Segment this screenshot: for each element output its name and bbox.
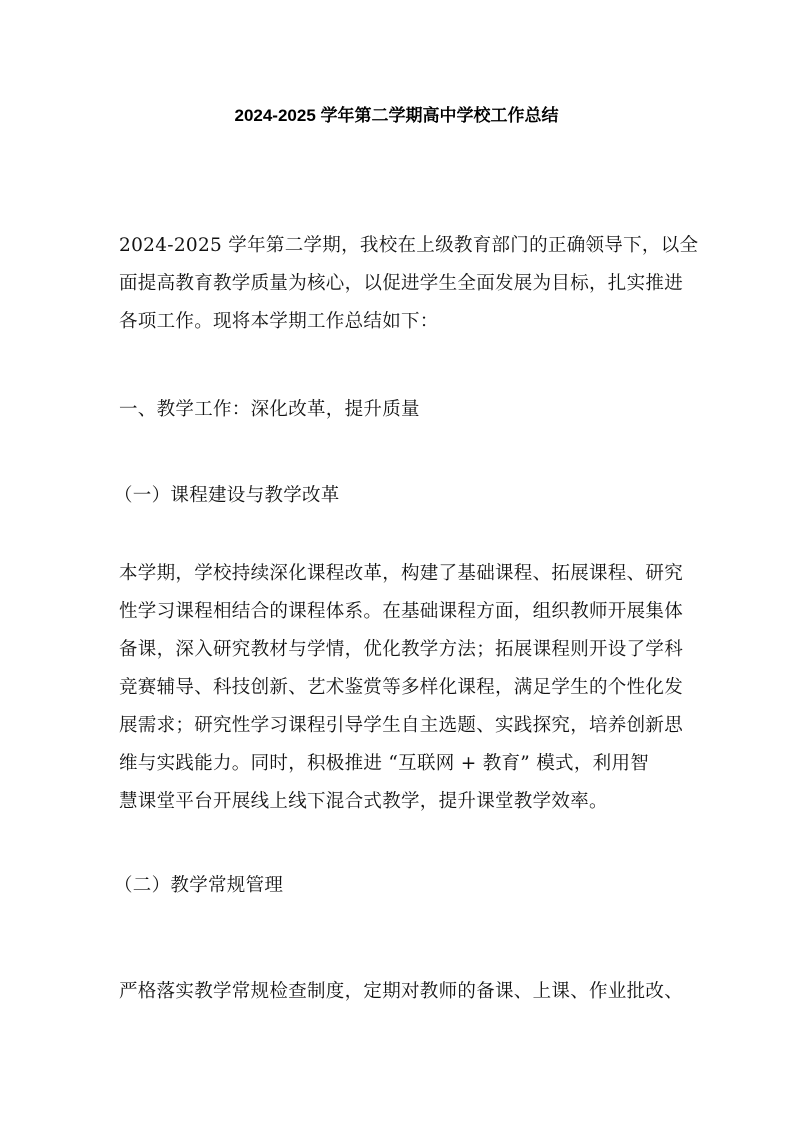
intro-line-3: 各项工作。现将本学期工作总结如下： xyxy=(119,311,439,332)
paragraph-line-1: 本学期，学校持续深化课程改革，构建了基础课程、拓展课程、研究 xyxy=(119,563,684,584)
paragraph-line-2: 性学习课程相结合的课程体系。在基础课程方面，组织教师开展集体 xyxy=(119,601,684,622)
paragraph-line-5: 展需求；研究性学习课程引导学生自主选题、实践探究，培养创新思 xyxy=(119,715,684,736)
intro-line-2: 面提高教育教学质量为核心，以促进学生全面发展为目标，扎实推进 xyxy=(119,273,684,294)
document-title: 2024-2025 学年第二学期高中学校工作总结 xyxy=(234,106,559,125)
intro-line-1: 2024-2025 学年第二学期，我校在上级教育部门的正确领导下，以全 xyxy=(119,235,699,256)
section-1-heading: 一、教学工作：深化改革，提升质量 xyxy=(119,399,420,420)
paragraph-line-7: 慧课堂平台开展线上线下混合式教学，提升课堂教学效率。 xyxy=(119,791,608,812)
paragraph-line-6: 维与实践能力。同时，积极推进 “互联网 + 教育” 模式，利用智 xyxy=(119,753,650,774)
paragraph-line-3: 备课，深入研究教材与学情，优化教学方法；拓展课程则开设了学科 xyxy=(119,639,684,660)
paragraph-2-line-1: 严格落实教学常规检查制度，定期对教师的备课、上课、作业批改、 xyxy=(119,981,684,1002)
subsection-2-heading: （二）教学常规管理 xyxy=(114,875,284,896)
subsection-1-heading: （一）课程建设与教学改革 xyxy=(114,485,340,506)
paragraph-line-4: 竞赛辅导、科技创新、艺术鉴赏等多样化课程，满足学生的个性化发 xyxy=(119,677,684,698)
